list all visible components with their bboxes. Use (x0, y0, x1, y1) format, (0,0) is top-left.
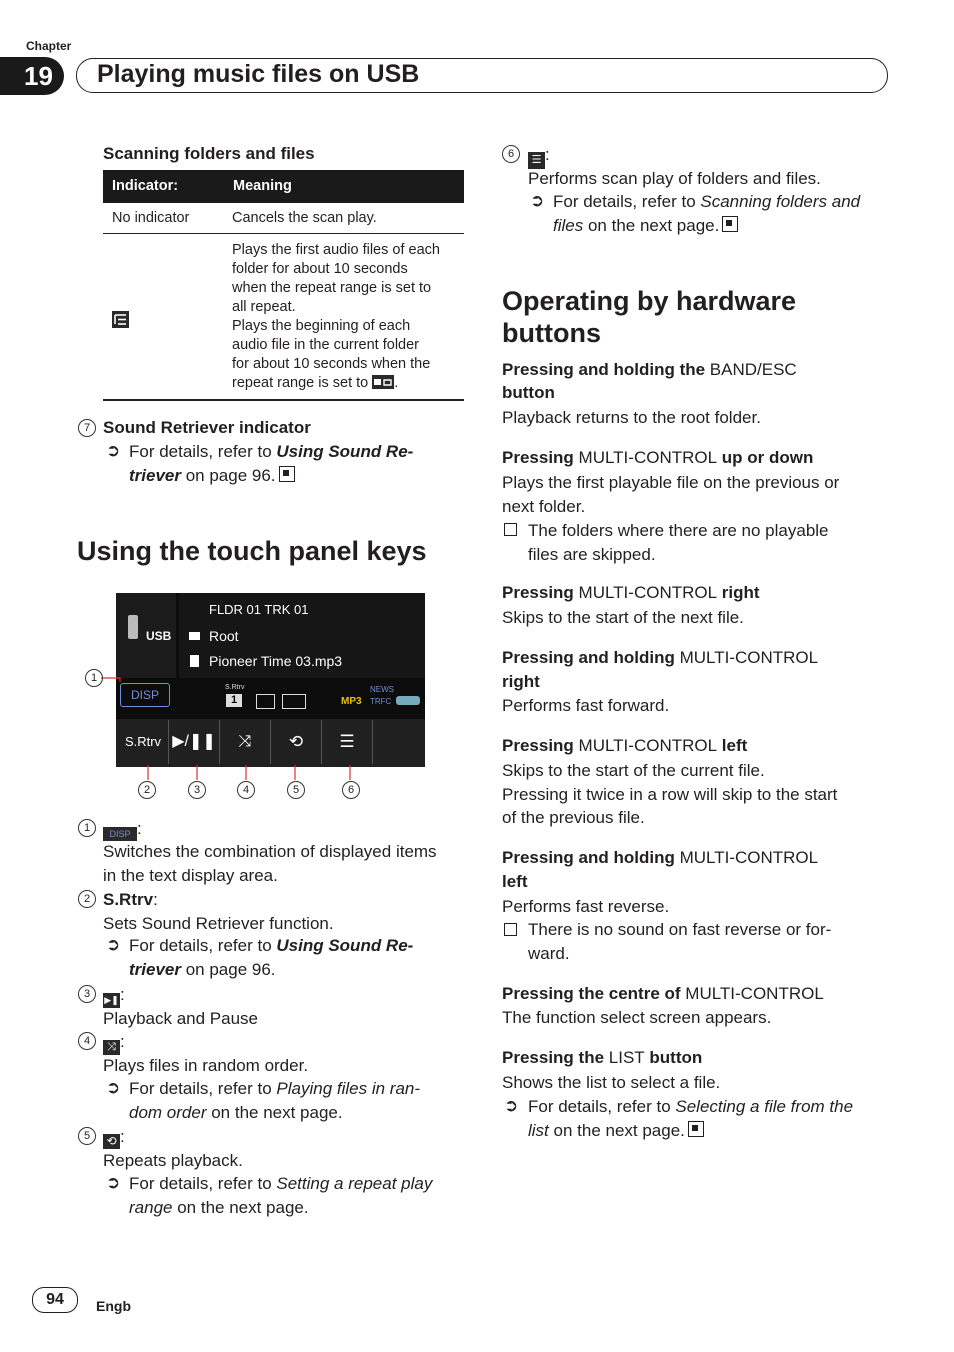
item4-num: 4 (78, 1032, 96, 1050)
band-title-cont: button (502, 383, 555, 402)
disp-icon: DISP (103, 827, 137, 841)
item4-ref-cont: dom order on the next page. (129, 1103, 343, 1122)
car-icon (396, 696, 420, 705)
table-divider (103, 233, 464, 234)
item3-icon-line: ▶❚: (103, 983, 125, 1008)
page-number: 94 (32, 1287, 78, 1313)
panel-callout-4: 4 (237, 781, 255, 799)
item6-ref-cont: files on the next page. (553, 214, 738, 238)
right-title: Pressing MULTI-CONTROL right (502, 583, 760, 602)
folder-track: FLDR 01 TRK 01 (209, 602, 309, 617)
arrow-icon: ➲ (106, 441, 121, 460)
arrow-icon: ➲ (106, 1078, 121, 1097)
repeat-button[interactable]: ⟲ (271, 720, 322, 764)
item2-ref-cont: triever on page 96. (129, 960, 276, 979)
scan-icon: ☰ (528, 152, 545, 169)
section-title-hw: Operating by hardware (502, 286, 797, 316)
item3-desc: Playback and Pause (103, 1009, 258, 1028)
centre-title: Pressing the centre of MULTI-CONTROL (502, 984, 824, 1003)
band-title: Pressing and holding the BAND/ESC (502, 360, 797, 379)
srtrv-level: 1 (226, 694, 242, 707)
list-ref-cont: list on the next page. (528, 1119, 704, 1143)
disp-button[interactable]: DISP (120, 683, 170, 707)
item7-ref-cont: triever on page 96. (129, 464, 295, 488)
scan-table-title: Scanning folders and files (103, 144, 315, 163)
folder-name: Root (209, 628, 239, 644)
panel-callout-2: 2 (138, 781, 156, 799)
item2-ref: For details, refer to Using Sound Re- (129, 936, 414, 955)
col-indicator: Indicator: (112, 178, 179, 194)
folder-icon (189, 632, 200, 640)
row2-line: folder for about 10 seconds (232, 261, 408, 277)
hold-left-note-cont: ward. (528, 944, 570, 963)
item2-label: S.Rtrv: (103, 890, 158, 909)
chapter-label: Chapter (26, 39, 72, 53)
usb-label: USB (146, 629, 172, 643)
table-bottom-rule (103, 399, 464, 401)
item2-desc: Sets Sound Retriever function. (103, 914, 334, 933)
panel-callout-lines (80, 660, 380, 800)
row2-line: repeat range is set to . (232, 375, 399, 391)
left-body-cont2: of the previous file. (502, 808, 645, 827)
hold-left-body: Performs fast reverse. (502, 897, 670, 916)
item1-desc-cont: in the text display area. (103, 866, 278, 885)
row1-meaning: Cancels the scan play. (232, 210, 377, 226)
note-bullet-icon (504, 923, 517, 936)
chapter-number: 19 (0, 57, 64, 95)
list-ref: For details, refer to Selecting a file from the (528, 1097, 854, 1116)
end-mark-icon (688, 1121, 704, 1137)
section-title-touch: Using the touch panel keys (77, 536, 427, 566)
file-name: Pioneer Time 03.mp3 (209, 653, 343, 669)
repeat-icon: ⟲ (103, 1134, 120, 1149)
item3-num: 3 (78, 985, 96, 1003)
hold-right-body: Performs fast forward. (502, 696, 670, 715)
arrow-icon: ➲ (504, 1096, 519, 1115)
play-pause-icon: ▶❚ (103, 993, 120, 1008)
panel-callout-3: 3 (188, 781, 206, 799)
end-mark-icon (722, 216, 738, 232)
updown-title: Pressing MULTI-CONTROL up or down (502, 448, 814, 467)
news-indicator: NEWS (370, 685, 394, 694)
item5-icon-line: ⟲ : (103, 1125, 125, 1149)
updown-body-cont: next folder. (502, 497, 586, 516)
row2-line: Plays the first audio files of each (232, 242, 440, 258)
item2-num: 2 (78, 890, 96, 908)
hold-left-note: There is no sound on fast reverse or for- (528, 920, 832, 939)
row1-indicator: No indicator (112, 210, 190, 226)
note-bullet-icon (504, 523, 517, 536)
chapter-title: Playing music files on USB (97, 60, 420, 88)
repeat-folder-icon (372, 375, 394, 389)
language-code: Engb (96, 1298, 131, 1314)
item5-ref: For details, refer to Setting a repeat play (129, 1174, 433, 1193)
scan-button[interactable]: ☰ (322, 720, 373, 764)
row2-line: when the repeat range is set to (232, 280, 432, 296)
row2-line: audio file in the current folder (232, 337, 419, 353)
item6-icon-line: ☰ : (528, 143, 550, 169)
item1-icon-line: DISP : (103, 817, 142, 841)
hold-left-title-cont: left (502, 872, 528, 891)
scan-icon (112, 311, 129, 328)
item4-ref: For details, refer to Playing files in ran- (129, 1079, 421, 1098)
item7-title: Sound Retriever indicator (103, 418, 311, 437)
srtrv-indicator-label: S.Rtrv (225, 684, 245, 691)
mp3-indicator: MP3 (341, 696, 362, 707)
list-body: Shows the list to select a file. (502, 1073, 721, 1092)
item6-desc: Performs scan play of folders and files. (528, 169, 821, 188)
panel-callout-1: 1 (85, 669, 103, 687)
callout-7: 7 (78, 419, 96, 437)
centre-body: The function select screen appears. (502, 1008, 772, 1027)
updown-body: Plays the first playable file on the previous or (502, 473, 840, 492)
row2-line: for about 10 seconds when the (232, 356, 431, 372)
arrow-icon: ➲ (106, 935, 121, 954)
random-button[interactable]: ⤨ (220, 720, 271, 764)
srtrv-button[interactable]: S.Rtrv (118, 720, 169, 764)
random-icon: ⤨ (103, 1040, 120, 1055)
trfc-indicator: TRFC (370, 697, 392, 706)
col-meaning: Meaning (233, 178, 292, 194)
section-title-hw-cont: buttons (502, 318, 601, 348)
item5-desc: Repeats playback. (103, 1151, 243, 1170)
band-body: Playback returns to the root folder. (502, 408, 761, 427)
item6-ref: For details, refer to Scanning folders and (553, 192, 861, 211)
play-pause-button[interactable]: ▶/❚❚ (169, 720, 220, 764)
arrow-icon: ➲ (106, 1173, 121, 1192)
updown-note: The folders where there are no playable (528, 521, 829, 540)
row2-line: Plays the beginning of each (232, 318, 411, 334)
right-body: Skips to the start of the next file. (502, 608, 744, 627)
item7-ref: For details, refer to Using Sound Re- (129, 442, 414, 461)
end-mark-icon (279, 466, 295, 482)
arrow-icon: ➲ (530, 191, 545, 210)
list-title: Pressing the LIST button (502, 1048, 703, 1067)
left-body: Skips to the start of the current file. (502, 761, 765, 780)
row2-meaning (232, 241, 462, 393)
left-title: Pressing MULTI-CONTROL left (502, 736, 748, 755)
item1-desc: Switches the combination of displayed items (103, 842, 437, 861)
panel-callout-6: 6 (342, 781, 360, 799)
hold-right-title-cont: right (502, 672, 540, 691)
scan-table-header (103, 170, 464, 203)
item6-num: 6 (502, 145, 520, 163)
row2-line: all repeat. (232, 299, 296, 315)
item1-num: 1 (78, 819, 96, 837)
item4-desc: Plays files in random order. (103, 1056, 309, 1075)
hold-left-title: Pressing and holding MULTI-CONTROL (502, 848, 819, 867)
item5-num: 5 (78, 1127, 96, 1145)
panel-callout-5: 5 (287, 781, 305, 799)
updown-note-cont: files are skipped. (528, 545, 656, 564)
hold-right-title: Pressing and holding MULTI-CONTROL (502, 648, 819, 667)
item4-icon-line: ⤨ : (103, 1030, 125, 1055)
left-body-cont: Pressing it twice in a row will skip to the start (502, 785, 838, 804)
item5-ref-cont: range on the next page. (129, 1198, 309, 1217)
usb-stick-icon (128, 615, 138, 639)
